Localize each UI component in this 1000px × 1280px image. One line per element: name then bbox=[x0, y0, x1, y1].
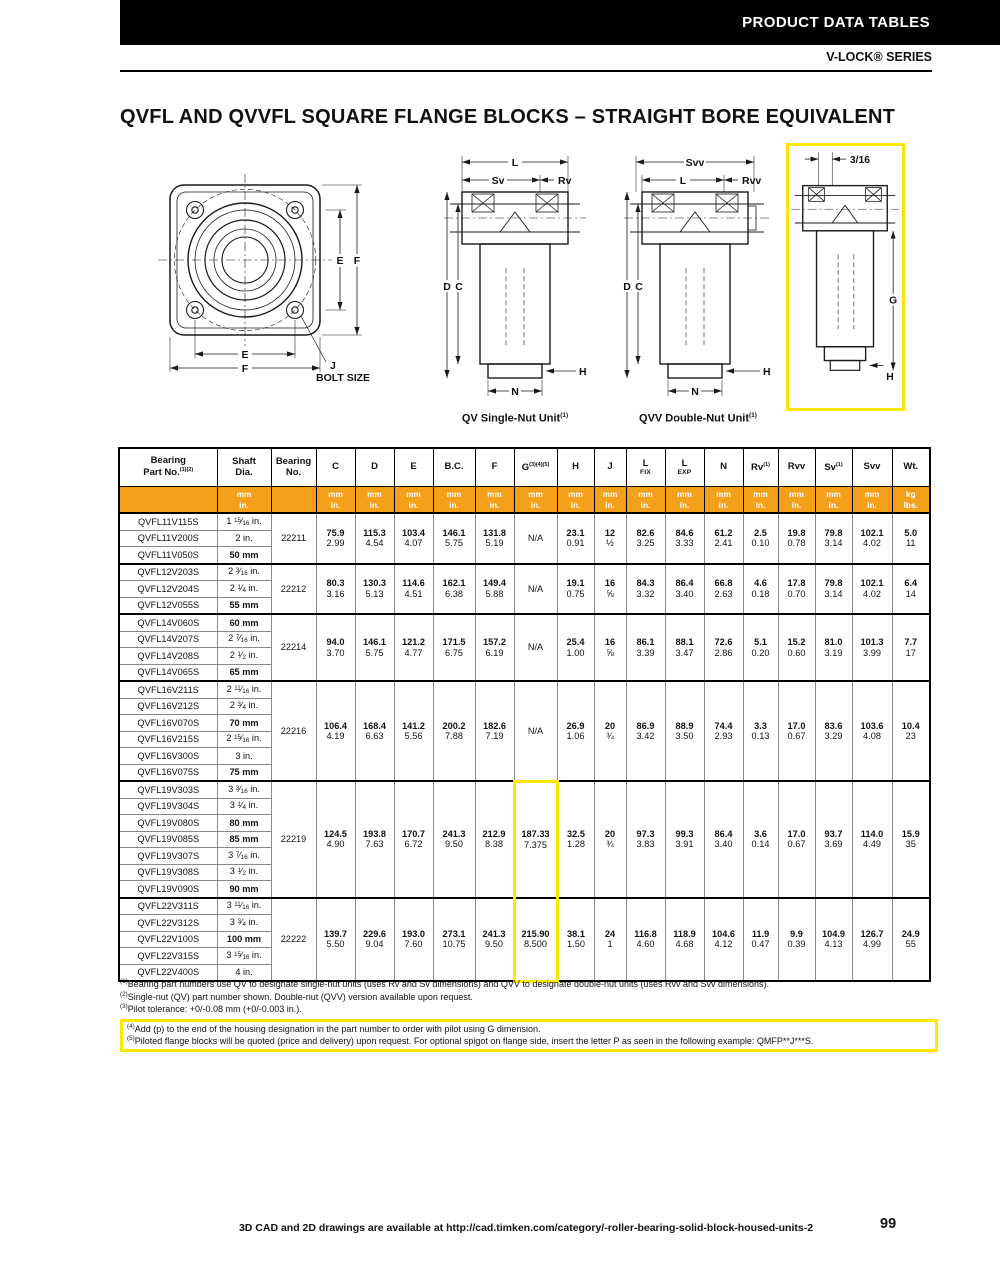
cell-part-no: QVFL12V203S bbox=[119, 564, 217, 581]
dim-label-l: L bbox=[511, 157, 519, 169]
cell-part-no: QVFL19V303S bbox=[119, 781, 217, 798]
col-header-bc: B.C. bbox=[433, 448, 475, 487]
footnotes-plain bbox=[120, 978, 938, 1016]
cell-part-no: QVFL14V207S bbox=[119, 631, 217, 648]
cell-shaft-dia: 3 $^7⁄_{16}$ in. bbox=[217, 848, 271, 865]
page-title: QVFL AND QVVFL SQUARE FLANGE BLOCKS – STRAIGHT BORE EQUIVALENT bbox=[120, 106, 896, 128]
cell-dim-e: 103.4 4.07 bbox=[394, 513, 433, 564]
cell-dim-l-fix: 84.3 3.32 bbox=[626, 564, 665, 615]
cell-dim-n: 104.6 4.12 bbox=[704, 898, 743, 982]
cell-dim-l-exp: 118.9 4.68 bbox=[665, 898, 704, 982]
cell-part-no: QVFL12V204S bbox=[119, 581, 217, 598]
col-header-e: E bbox=[394, 448, 433, 487]
cell-dim-svv: 101.3 3.99 bbox=[852, 614, 892, 681]
cell-dim-rvv: 19.8 0.78 bbox=[778, 513, 815, 564]
caption-sup: (1) bbox=[749, 412, 757, 419]
cell-part-no: QVFL11V050S bbox=[119, 547, 217, 564]
cell-dim-f: 182.6 7.19 bbox=[475, 681, 514, 781]
cell-dim-h: 32.5 1.28 bbox=[557, 781, 594, 898]
cell-shaft-dia: 100 mm bbox=[217, 931, 271, 948]
dim-label-rvv: Rvv bbox=[742, 175, 762, 187]
pilot-detail-highlight-box bbox=[786, 143, 905, 411]
cell-bearing-no: 22212 bbox=[271, 564, 316, 615]
cell-shaft-dia: 3 $^{11}⁄_{16}$ in. bbox=[217, 898, 271, 915]
cell-dim-rv: 3.6 0.14 bbox=[743, 781, 778, 898]
cell-dim-e: 121.2 4.77 bbox=[394, 614, 433, 681]
cell-dim-h: 26.9 1.06 bbox=[557, 681, 594, 781]
cell-shaft-dia: 2 in. bbox=[217, 530, 271, 547]
units-j: mm in. bbox=[594, 487, 626, 514]
cell-dim-rvv: 17.0 0.67 bbox=[778, 781, 815, 898]
cell-dim-l-exp: 88.9 3.50 bbox=[665, 681, 704, 781]
units-n: mm in. bbox=[704, 487, 743, 514]
col-header-rv: Rv$^{(1)}$ bbox=[743, 448, 778, 487]
footnotes-highlighted-box bbox=[120, 1019, 938, 1052]
cell-bearing-no: 22214 bbox=[271, 614, 316, 681]
cell-dim-rv: 3.3 0.13 bbox=[743, 681, 778, 781]
cell-dim-j: 24 1 bbox=[594, 898, 626, 982]
cell-part-no: QVFL14V065S bbox=[119, 664, 217, 681]
cell-dim-l-exp: 86.4 3.40 bbox=[665, 564, 704, 615]
cell-dim-l-exp: 84.6 3.33 bbox=[665, 513, 704, 564]
cell-part-no: QVFL19V080S bbox=[119, 815, 217, 832]
cell-dim-rvv: 17.0 0.67 bbox=[778, 681, 815, 781]
units-rv: mm in. bbox=[743, 487, 778, 514]
cell-part-no: QVFL22V312S bbox=[119, 915, 217, 932]
cell-dim-rvv: 9.9 0.39 bbox=[778, 898, 815, 982]
cell-dim-bc: 273.1 10.75 bbox=[433, 898, 475, 982]
qv-single-nut-drawing bbox=[440, 148, 590, 410]
units-svv: mm in. bbox=[852, 487, 892, 514]
cell-dim-l-exp: 99.3 3.91 bbox=[665, 781, 704, 898]
cell-dim-rv: 4.6 0.18 bbox=[743, 564, 778, 615]
cell-dim-j: 16 ⅝ bbox=[594, 564, 626, 615]
cell-dim-h: 25.4 1.00 bbox=[557, 614, 594, 681]
cell-part-no: QVFL12V055S bbox=[119, 597, 217, 614]
table-row bbox=[119, 781, 930, 798]
cell-shaft-dia: 3 in. bbox=[217, 748, 271, 765]
col-header-c: C bbox=[316, 448, 355, 487]
cell-shaft-dia: 70 mm bbox=[217, 715, 271, 732]
units-e: mm in. bbox=[394, 487, 433, 514]
cell-part-no: QVFL19V090S bbox=[119, 881, 217, 898]
cell-dim-g: N/A bbox=[514, 564, 557, 615]
dim-label-h: H bbox=[579, 366, 587, 378]
cell-dim-rvv: 15.2 0.60 bbox=[778, 614, 815, 681]
cell-dim-h: 38.1 1.50 bbox=[557, 898, 594, 982]
cell-part-no: QVFL11V115S bbox=[119, 513, 217, 530]
dim-label-sv: Sv bbox=[491, 175, 505, 187]
col-header-h: H bbox=[557, 448, 594, 487]
cell-shaft-dia: 60 mm bbox=[217, 614, 271, 631]
cell-dim-rv: 11.9 0.47 bbox=[743, 898, 778, 982]
dim-label-d: D bbox=[623, 281, 631, 293]
cell-dim-g: 187.33 7.375 bbox=[514, 781, 557, 898]
cell-dim-rv: 5.1 0.20 bbox=[743, 614, 778, 681]
series-label: V-LOCK® SERIES bbox=[120, 50, 932, 72]
front-view-drawing bbox=[150, 170, 400, 402]
col-header-l-exp: L EXP bbox=[665, 448, 704, 487]
cell-dim-g: 215.90 8.500 bbox=[514, 898, 557, 982]
cell-shaft-dia: 50 mm bbox=[217, 547, 271, 564]
cell-dim-bc: 171.5 6.75 bbox=[433, 614, 475, 681]
header-title: PRODUCT DATA TABLES bbox=[742, 14, 930, 31]
cell-dim-sv: 104.9 4.13 bbox=[815, 898, 852, 982]
col-header-d: D bbox=[355, 448, 394, 487]
col-header-j: J bbox=[594, 448, 626, 487]
dim-label-h: H bbox=[763, 366, 771, 378]
table-row bbox=[119, 614, 930, 631]
dim-label-f-right: F bbox=[353, 255, 361, 267]
cell-dim-f: 149.4 5.88 bbox=[475, 564, 514, 615]
cell-shaft-dia: 2 $^7⁄_{16}$ in. bbox=[217, 631, 271, 648]
cell-dim-wt: 24.9 55 bbox=[892, 898, 930, 982]
dim-label-j: J bbox=[330, 360, 336, 372]
units-part bbox=[119, 487, 217, 514]
cell-bearing-no: 22216 bbox=[271, 681, 316, 781]
cell-dim-f: 241.3 9.50 bbox=[475, 898, 514, 982]
pilot-detail-drawing bbox=[789, 146, 902, 408]
footnotes bbox=[120, 978, 938, 1052]
cell-dim-d: 115.3 4.54 bbox=[355, 513, 394, 564]
units-d: mm in. bbox=[355, 487, 394, 514]
units-shaft-dia: mm in. bbox=[217, 487, 271, 514]
cell-dim-svv: 102.1 4.02 bbox=[852, 564, 892, 615]
cell-dim-g: N/A bbox=[514, 614, 557, 681]
cell-dim-svv: 103.6 4.08 bbox=[852, 681, 892, 781]
cell-part-no: QVFL22V311S bbox=[119, 898, 217, 915]
cell-dim-d: 130.3 5.13 bbox=[355, 564, 394, 615]
cell-part-no: QVFL14V060S bbox=[119, 614, 217, 631]
cell-part-no: QVFL19V308S bbox=[119, 864, 217, 881]
page-number: 99 bbox=[880, 1216, 897, 1232]
cell-shaft-dia: 3 $^1⁄_2$ in. bbox=[217, 864, 271, 881]
col-header-wt: Wt. bbox=[892, 448, 930, 487]
cell-dim-c: 124.5 4.90 bbox=[316, 781, 355, 898]
cell-dim-j: 12 ½ bbox=[594, 513, 626, 564]
cell-shaft-dia: 2 $^3⁄_4$ in. bbox=[217, 698, 271, 715]
cell-dim-h: 23.1 0.91 bbox=[557, 513, 594, 564]
cell-shaft-dia: 2 $^1⁄_2$ in. bbox=[217, 648, 271, 665]
cell-part-no: QVFL16V215S bbox=[119, 731, 217, 748]
cell-dim-j: 16 ⅝ bbox=[594, 614, 626, 681]
units-l-exp: mm in. bbox=[665, 487, 704, 514]
cell-part-no: QVFL22V315S bbox=[119, 948, 217, 965]
table-header-row bbox=[119, 448, 930, 487]
cell-shaft-dia: 4 in. bbox=[217, 964, 271, 981]
cell-part-no: QVFL22V400S bbox=[119, 964, 217, 981]
cell-dim-l-fix: 82.6 3.25 bbox=[626, 513, 665, 564]
dim-label-l: L bbox=[679, 175, 687, 187]
cell-part-no: QVFL14V208S bbox=[119, 648, 217, 665]
cell-dim-d: 146.1 5.75 bbox=[355, 614, 394, 681]
cell-dim-wt: 7.7 17 bbox=[892, 614, 930, 681]
footnote: $^{(2)}$Single-nut (QV) part number shown. Double-nut (QVV) version available upon request. bbox=[120, 990, 473, 1002]
caption-sup: (1) bbox=[560, 412, 569, 419]
footnote-highlighted: $^{(5)}$Piloted flange blocks will be quoted (price and delivery) upon request. For optional spigot on flange side, insert the letter P as seen in the following example: QMFP**J***S. bbox=[127, 1035, 814, 1047]
col-header-g: $G^{(3)(4)(5)}$ bbox=[514, 448, 557, 487]
cell-dim-sv: 81.0 3.19 bbox=[815, 614, 852, 681]
cell-dim-n: 66.8 2.63 bbox=[704, 564, 743, 615]
cell-dim-j: 20 ¾ bbox=[594, 681, 626, 781]
cell-dim-g: N/A bbox=[514, 681, 557, 781]
cell-shaft-dia: 3 $^{15}⁄_{16}$ in. bbox=[217, 948, 271, 965]
cell-dim-l-fix: 116.8 4.60 bbox=[626, 898, 665, 982]
col-header-n: N bbox=[704, 448, 743, 487]
cell-dim-j: 20 ¾ bbox=[594, 781, 626, 898]
cell-part-no: QVFL16V070S bbox=[119, 715, 217, 732]
dim-label-d: D bbox=[443, 281, 451, 293]
cell-bearing-no: 22219 bbox=[271, 781, 316, 898]
cell-dim-wt: 5.0 11 bbox=[892, 513, 930, 564]
cell-bearing-no: 22222 bbox=[271, 898, 316, 982]
cell-shaft-dia: 3 $^1⁄_4$ in. bbox=[217, 798, 271, 815]
units-l-fix: mm in. bbox=[626, 487, 665, 514]
col-header-bearing-no: Bearing No. bbox=[271, 448, 316, 487]
table-row bbox=[119, 898, 930, 915]
cell-part-no: QVFL19V085S bbox=[119, 831, 217, 848]
units-bc: mm in. bbox=[433, 487, 475, 514]
cell-dim-svv: 126.7 4.99 bbox=[852, 898, 892, 982]
cell-shaft-dia: 3 $^3⁄_{16}$ in. bbox=[217, 781, 271, 798]
dim-label-f-bottom: F bbox=[241, 363, 249, 375]
col-header-f: F bbox=[475, 448, 514, 487]
col-header-sv: Sv$^{(1)}$ bbox=[815, 448, 852, 487]
footnote: $^{(3)}$Pilot tolerance: +0/-0.08 mm (+0/-0.003 in.). bbox=[120, 1003, 302, 1015]
cell-dim-e: 114.6 4.51 bbox=[394, 564, 433, 615]
cell-part-no: QVFL16V211S bbox=[119, 681, 217, 698]
cell-dim-c: 139.7 5.50 bbox=[316, 898, 355, 982]
units-rvv: mm in. bbox=[778, 487, 815, 514]
cell-dim-d: 229.6 9.04 bbox=[355, 898, 394, 982]
cell-dim-f: 131.8 5.19 bbox=[475, 513, 514, 564]
dim-label-n: N bbox=[511, 386, 519, 398]
cell-dim-wt: 6.4 14 bbox=[892, 564, 930, 615]
cell-dim-g: N/A bbox=[514, 513, 557, 564]
cell-part-no: QVFL16V075S bbox=[119, 764, 217, 781]
product-data-table bbox=[118, 447, 931, 983]
cell-dim-e: 170.7 6.72 bbox=[394, 781, 433, 898]
cell-shaft-dia: 3 $^3⁄_4$ in. bbox=[217, 915, 271, 932]
table-row bbox=[119, 564, 930, 581]
cell-shaft-dia: 65 mm bbox=[217, 664, 271, 681]
dim-label-svv: Svv bbox=[685, 157, 705, 169]
cell-dim-n: 86.4 3.40 bbox=[704, 781, 743, 898]
cell-dim-sv: 79.8 3.14 bbox=[815, 513, 852, 564]
units-sv: mm in. bbox=[815, 487, 852, 514]
cell-dim-n: 72.6 2.86 bbox=[704, 614, 743, 681]
cell-dim-svv: 114.0 4.49 bbox=[852, 781, 892, 898]
cell-part-no: QVFL22V100S bbox=[119, 931, 217, 948]
dim-label-e-bottom: E bbox=[241, 349, 249, 361]
units-bearing-no bbox=[271, 487, 316, 514]
units-wt: kg lbs. bbox=[892, 487, 930, 514]
cell-dim-n: 61.2 2.41 bbox=[704, 513, 743, 564]
dim-label-3-16: 3/16 bbox=[849, 155, 870, 167]
units-g: mm in. bbox=[514, 487, 557, 514]
col-header-shaft-dia: Shaft Dia. bbox=[217, 448, 271, 487]
cell-shaft-dia: 80 mm bbox=[217, 815, 271, 832]
cell-dim-c: 80.3 3.16 bbox=[316, 564, 355, 615]
cell-part-no: QVFL16V300S bbox=[119, 748, 217, 765]
cell-dim-f: 157.2 6.19 bbox=[475, 614, 514, 681]
double-nut-caption bbox=[612, 412, 784, 425]
cell-dim-c: 75.9 2.99 bbox=[316, 513, 355, 564]
cell-dim-f: 212.9 8.38 bbox=[475, 781, 514, 898]
dim-label-g: G bbox=[889, 295, 898, 307]
cell-shaft-dia: 90 mm bbox=[217, 881, 271, 898]
cell-dim-svv: 102.1 4.02 bbox=[852, 513, 892, 564]
cell-part-no: QVFL11V200S bbox=[119, 530, 217, 547]
footnote: $^{(1)}$Bearing part numbers use QV to designate single-nut units (uses Rv and Sv dimensions) and QVV to designate double-nut units (uses Rvv and Svv dimensions). bbox=[120, 978, 770, 989]
cell-shaft-dia: 75 mm bbox=[217, 764, 271, 781]
dim-label-e-right: E bbox=[336, 255, 344, 267]
dim-label-h: H bbox=[886, 372, 894, 384]
cell-part-no: QVFL19V307S bbox=[119, 848, 217, 865]
cell-shaft-dia: 55 mm bbox=[217, 597, 271, 614]
units-h: mm in. bbox=[557, 487, 594, 514]
cell-dim-rv: 2.5 0.10 bbox=[743, 513, 778, 564]
cell-dim-bc: 241.3 9.50 bbox=[433, 781, 475, 898]
cell-dim-c: 106.4 4.19 bbox=[316, 681, 355, 781]
single-nut-caption bbox=[430, 412, 600, 425]
dim-label-n: N bbox=[691, 386, 699, 398]
col-header-rvv: Rvv bbox=[778, 448, 815, 487]
cell-dim-l-exp: 88.1 3.47 bbox=[665, 614, 704, 681]
cell-shaft-dia: 2 $^1⁄_4$ in. bbox=[217, 581, 271, 598]
cell-dim-sv: 83.6 3.29 bbox=[815, 681, 852, 781]
cell-dim-n: 74.4 2.93 bbox=[704, 681, 743, 781]
cell-shaft-dia: 1 $^{15}⁄_{16}$ in. bbox=[217, 513, 271, 530]
cell-dim-l-fix: 86.9 3.42 bbox=[626, 681, 665, 781]
cell-dim-d: 193.8 7.63 bbox=[355, 781, 394, 898]
caption-text: QV Single-Nut Unit bbox=[461, 412, 561, 425]
dim-label-rv: Rv bbox=[558, 175, 572, 187]
units-f: mm in. bbox=[475, 487, 514, 514]
table-row bbox=[119, 513, 930, 530]
units-c: mm in. bbox=[316, 487, 355, 514]
cell-part-no: QVFL19V304S bbox=[119, 798, 217, 815]
cell-dim-sv: 93.7 3.69 bbox=[815, 781, 852, 898]
dim-label-c: C bbox=[635, 281, 643, 293]
cell-dim-e: 141.2 5.56 bbox=[394, 681, 433, 781]
qvv-double-nut-drawing bbox=[620, 148, 775, 410]
col-header-svv: Svv bbox=[852, 448, 892, 487]
cell-dim-l-fix: 86.1 3.39 bbox=[626, 614, 665, 681]
cell-dim-sv: 79.8 3.14 bbox=[815, 564, 852, 615]
col-header-part: Bearing Part No.$^{(1)(2)}$ bbox=[119, 448, 217, 487]
table-row bbox=[119, 681, 930, 698]
cell-dim-c: 94.0 3.70 bbox=[316, 614, 355, 681]
footer-cad-note: 3D CAD and 2D drawings are available at http://cad.timken.com/category/-roller-bearing-solid-block-housed-units-2 bbox=[238, 1222, 814, 1234]
col-header-l-fix: L FIX bbox=[626, 448, 665, 487]
bolt-size-label: BOLT SIZE bbox=[316, 372, 371, 384]
cell-dim-rvv: 17.8 0.70 bbox=[778, 564, 815, 615]
cell-shaft-dia: 2 $^3⁄_{16}$ in. bbox=[217, 564, 271, 581]
cell-dim-bc: 162.1 6.38 bbox=[433, 564, 475, 615]
cell-dim-wt: 15.9 35 bbox=[892, 781, 930, 898]
cell-shaft-dia: 2 $^{15}⁄_{16}$ in. bbox=[217, 731, 271, 748]
cell-dim-l-fix: 97.3 3.83 bbox=[626, 781, 665, 898]
cell-dim-bc: 146.1 5.75 bbox=[433, 513, 475, 564]
cell-bearing-no: 22211 bbox=[271, 513, 316, 564]
top-black-bar bbox=[120, 0, 1000, 45]
dim-label-c: C bbox=[455, 281, 463, 293]
cell-shaft-dia: 85 mm bbox=[217, 831, 271, 848]
cell-shaft-dia: 2 $^{11}⁄_{16}$ in. bbox=[217, 681, 271, 698]
table-units-row bbox=[119, 487, 930, 514]
footnote-highlighted: $^{(4)}$Add (p) to the end of the housing designation in the part number to order with pilot using G dimension. bbox=[127, 1022, 541, 1034]
caption-text: QVV Double-Nut Unit bbox=[639, 412, 750, 425]
cell-dim-e: 193.0 7.60 bbox=[394, 898, 433, 982]
cell-dim-h: 19.1 0.75 bbox=[557, 564, 594, 615]
cell-dim-bc: 200.2 7.88 bbox=[433, 681, 475, 781]
cell-dim-wt: 10.4 23 bbox=[892, 681, 930, 781]
cell-part-no: QVFL16V212S bbox=[119, 698, 217, 715]
cell-dim-d: 168.4 6.63 bbox=[355, 681, 394, 781]
